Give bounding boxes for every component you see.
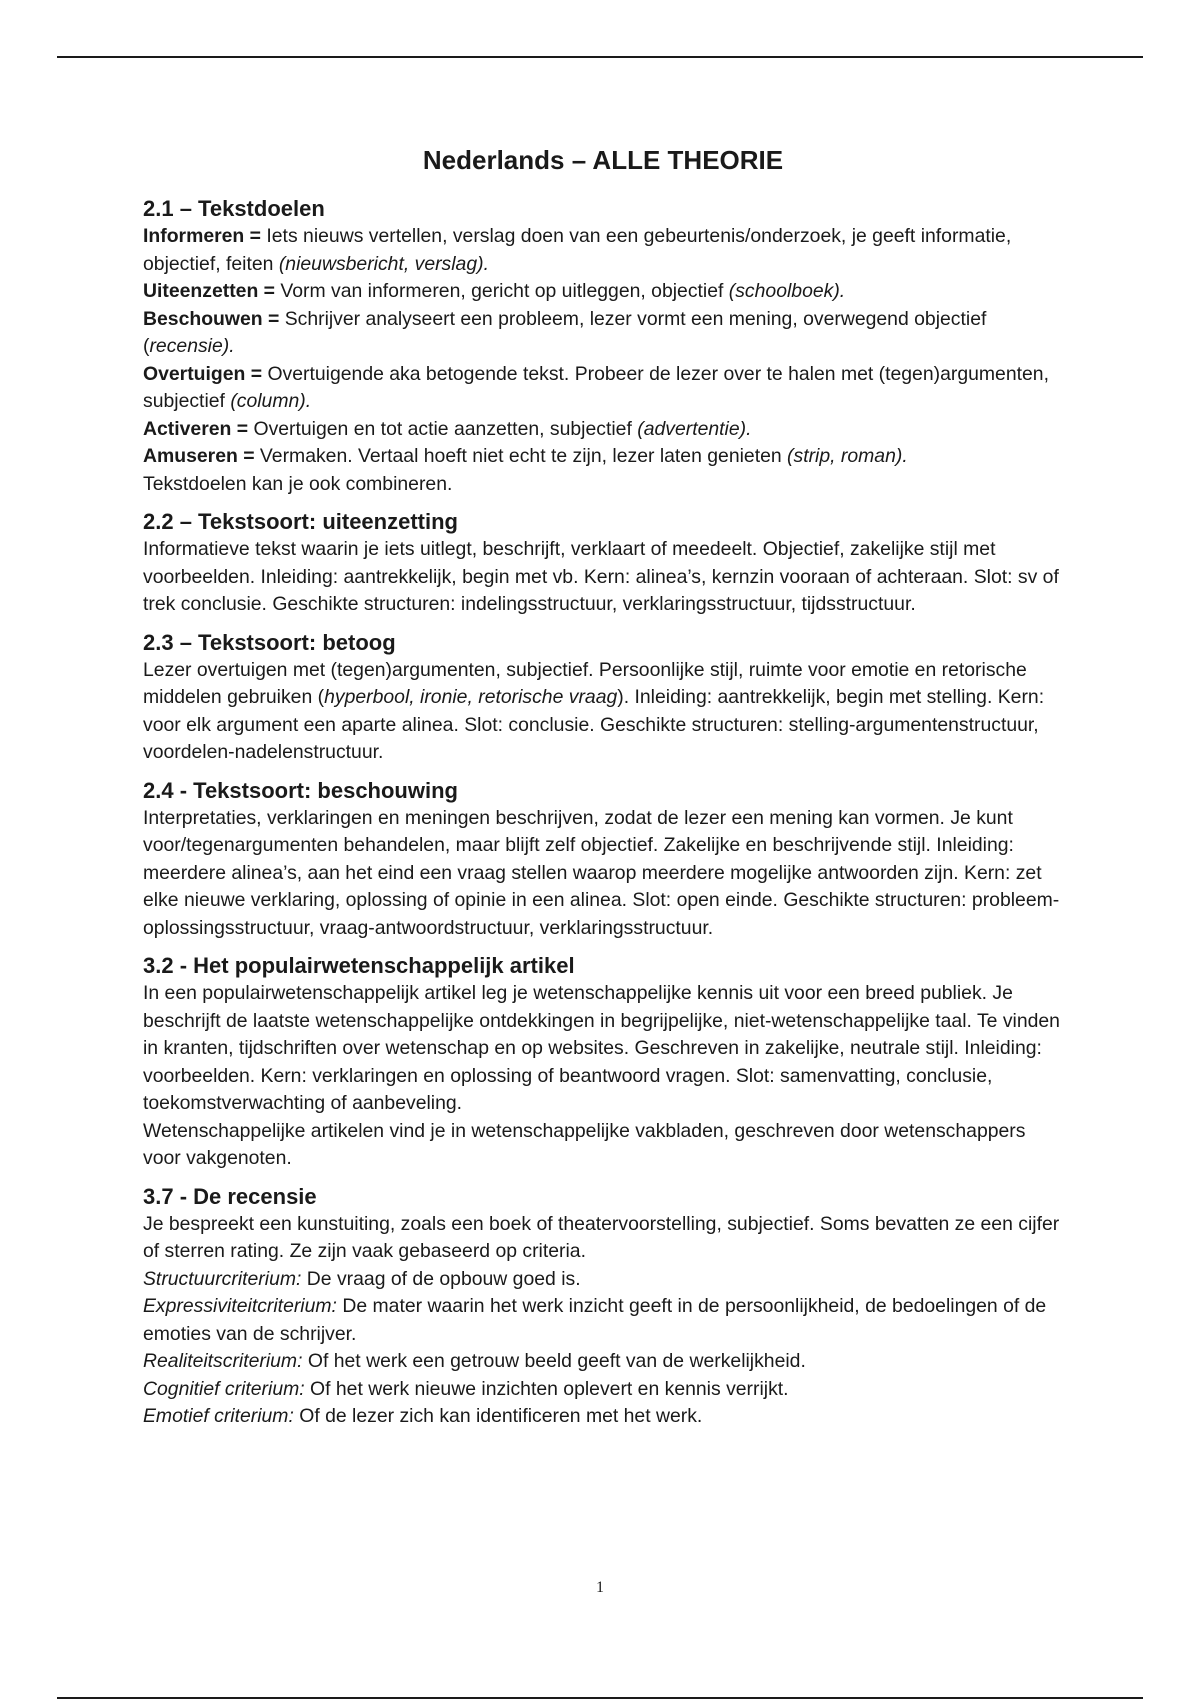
criterium-emotief xyxy=(143,1403,1063,1431)
criterium-text: Of het werk nieuwe inzichten oplevert en kennis verrijkt. xyxy=(304,1377,789,1400)
definition-text: Overtuigende aka betogende tekst. Probeer de lezer over te halen met (tegen)argumenten, subjectief xyxy=(143,362,1049,412)
section-body xyxy=(143,657,1063,767)
term: Informeren = xyxy=(143,225,261,247)
section-betoog xyxy=(143,629,1063,767)
section-beschouwing xyxy=(143,777,1063,943)
body-text: ). Inleiding: aantrekkelijk, begin met stelling. Kern: voor elk argument een aparte alinea. Slot: conclusie. Geschikte structuren: stelling-argumentenstructuur, voordelen-nadelenstructuur. xyxy=(143,686,1045,763)
criterium-structuur xyxy=(143,1266,1063,1294)
criterium-label: Cognitief criterium: xyxy=(143,1377,305,1400)
definition-text: Iets nieuws vertellen, verslag doen van een gebeurtenis/onderzoek, je geeft informatie, objectief, feiten xyxy=(143,225,1012,275)
section-heading: 2.2 – Tekstsoort: uiteenzetting xyxy=(143,509,458,534)
definition-text: Overtuigen en tot actie aanzetten, subjectief xyxy=(248,417,638,440)
section-heading: 3.7 - De recensie xyxy=(143,1183,317,1209)
example-text: (nieuwsbericht, verslag). xyxy=(278,252,489,275)
page-number: 1 xyxy=(596,1579,604,1596)
definition-informeren xyxy=(143,223,1063,278)
section-body: Wetenschappelijke artikelen vind je in wetenschappelijke vakbladen, geschreven door wetenschappers voor vakgenoten. xyxy=(143,1119,1026,1169)
example-text: (advertentie). xyxy=(637,417,752,440)
criterium-label: Structuurcriterium: xyxy=(143,1267,302,1290)
section-heading: 3.2 - Het populairwetenschappelijk artikel xyxy=(143,953,575,978)
section-heading: 2.4 - Tekstsoort: beschouwing xyxy=(143,777,458,803)
combine-note: Tekstdoelen kan je ook combineren. xyxy=(143,472,453,495)
term: Beschouwen = xyxy=(143,307,280,330)
definition-overtuigen xyxy=(143,361,1063,416)
definition-text: Schrijver analyseert een probleem, lezer vormt een mening, overwegend objectief ( xyxy=(143,307,987,357)
stylistic-devices: hyperbool, ironie, retorische vraag xyxy=(324,686,618,708)
section-body: Informatieve tekst waarin je iets uitlegt, beschrijft, verklaart of meedeelt. Objectief, zakelijke stijl met voorbeelden. Inleiding: aantrekkelijk, begin met vb. Kern: alinea’s, kernzin vooraan of achteraan. Slot: sv of trek conclusie. Geschikte structuren: indelingsstructuur, verklaringsstructuur, tijdsstructuur. xyxy=(143,538,1059,615)
header-rule xyxy=(57,56,1143,58)
example-text: recensie). xyxy=(149,335,235,357)
section-body: Interpretaties, verklaringen en meningen beschrijven, zodat de lezer een mening kan vormen. Je kunt voor/tegenargumenten behandelen, maar blijft zelf objectief. Zakelijke en beschrijvende stijl. Inleiding: meerdere alinea’s, aan het eind een vraag stellen waarop meerdere mogelijke antwoorden zijn. Kern: zet elke nieuwe verklaring, oplossing of opinie in een alinea. Slot: open einde. Geschikte structuren: probleem-oplossingsstructuur, vraag-antwoordstructuur, verklaringsstructuur. xyxy=(143,806,1060,939)
definition-text: Vermaken. Vertaal hoeft niet echt te zijn, lezer laten genieten xyxy=(254,445,788,467)
section-body: In een populairwetenschappelijk artikel leg je wetenschappelijke kennis uit voor een breed publiek. Je beschrijft de laatste wetenschappelijke ontdekkingen in begrijpelijke, niet-wetenschappelijke taal. Te vinden in kranten, tijdschriften over wetenschap en op websites. Geschreven in zakelijke, neutrale stijl. Inleiding: voorbeelden. Kern: verklaringen en oplossing of beantwoord vragen. Slot: samenvatting, conclusie, toekomstverwachting of aanbeveling. xyxy=(143,982,1060,1114)
term: Activeren = xyxy=(143,417,249,440)
document-title: Nederlands – ALLE THEORIE xyxy=(422,145,784,175)
term: Amuseren = xyxy=(143,445,255,467)
criterium-label: Emotief criterium: xyxy=(143,1405,294,1427)
section-tekstdoelen xyxy=(143,195,1063,498)
definition-amuseren xyxy=(143,443,1063,471)
section-uiteenzetting xyxy=(143,508,1063,619)
definition-uiteenzetten xyxy=(143,278,1063,306)
section-heading: 2.1 – Tekstdoelen xyxy=(143,196,325,221)
section-populairwetenschappelijk xyxy=(143,952,1063,1173)
definition-text: Vorm van informeren, gericht op uitleggen, objectief xyxy=(275,280,729,302)
body-text: Lezer overtuigen met (tegen)argumenten, subjectief. Persoonlijke stijl, ruimte voor emotie en retorische middelen gebruiken ( xyxy=(143,658,1027,708)
definition-beschouwen xyxy=(143,306,1063,361)
term: Uiteenzetten = xyxy=(143,280,275,302)
criterium-label: Expressiviteitcriterium: xyxy=(143,1295,337,1317)
criterium-expressiviteit xyxy=(143,1293,1063,1348)
example-text: (strip, roman). xyxy=(787,445,908,467)
section-heading: 2.3 – Tekstsoort: betoog xyxy=(143,629,396,655)
example-text: (column). xyxy=(230,390,312,412)
criterium-text: De mater waarin het werk inzicht geeft in de persoonlijkheid, de bedoelingen of de emoties van de schrijver. xyxy=(143,1295,1047,1345)
document-body xyxy=(143,140,1063,1441)
section-body: Je bespreekt een kunstuiting, zoals een boek of theatervoorstelling, subjectief. Soms bevatten ze een cijfer of sterren rating. Ze zijn vaak gebaseerd op criteria. xyxy=(143,1212,1060,1262)
footer-rule xyxy=(57,1697,1143,1699)
criterium-cognitief xyxy=(143,1376,1063,1404)
criterium-text: Of de lezer zich kan identificeren met het werk. xyxy=(293,1405,703,1427)
section-recensie xyxy=(143,1183,1063,1431)
criterium-label: Realiteitscriterium: xyxy=(143,1350,303,1372)
criterium-text: Of het werk een getrouw beeld geeft van de werkelijkheid. xyxy=(302,1350,806,1372)
example-text: (schoolboek). xyxy=(728,280,846,302)
criterium-realiteit xyxy=(143,1348,1063,1376)
term: Overtuigen = xyxy=(143,362,263,385)
criterium-text: De vraag of de opbouw goed is. xyxy=(301,1267,581,1290)
definition-activeren xyxy=(143,416,1063,444)
